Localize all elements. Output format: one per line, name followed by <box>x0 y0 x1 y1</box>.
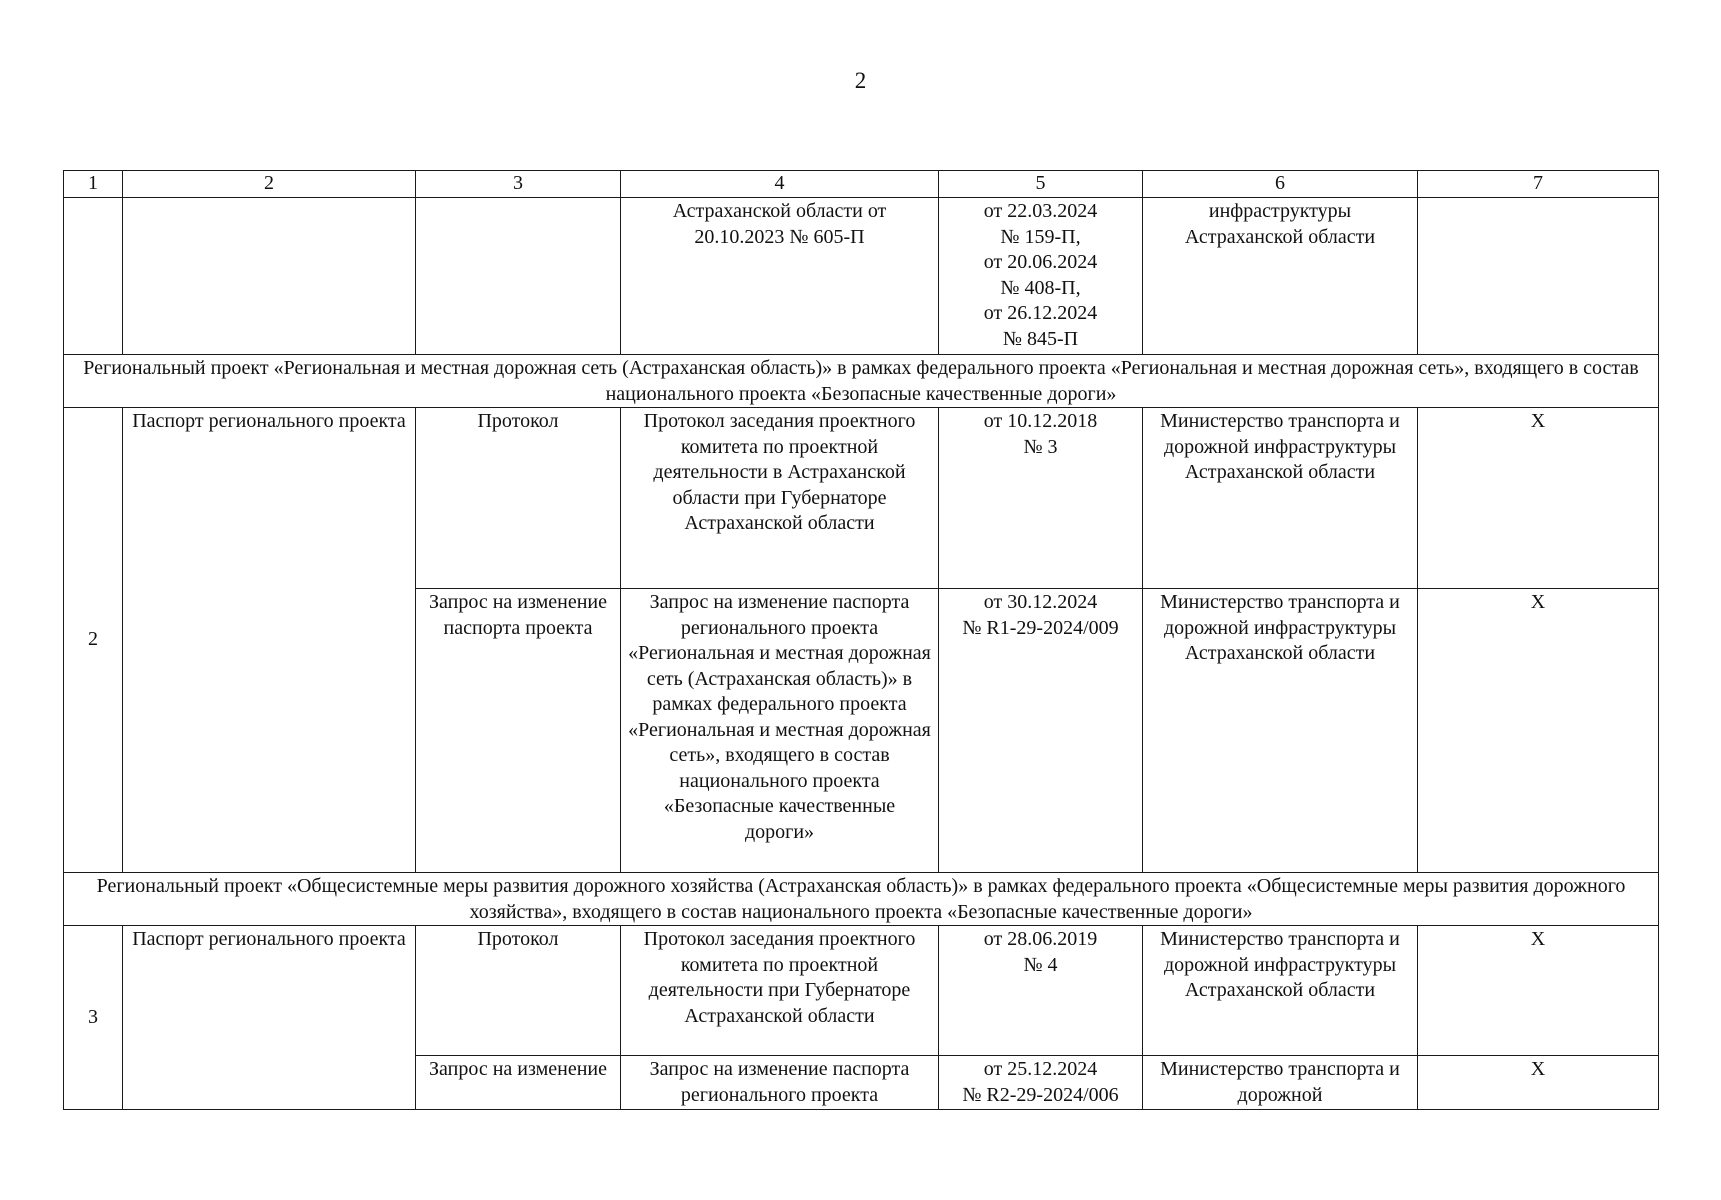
cell-document-name: Протокол заседания проектного комитета по проектной деятельности при Губернаторе Астраханской области <box>621 926 939 1056</box>
cell-document-name: Протокол заседания проектного комитета по проектной деятельности в Астраханской области при Губернаторе Астраханской области <box>621 408 939 589</box>
documents-table <box>63 170 1659 1110</box>
text-line: № R2-29-2024/006 <box>962 1083 1119 1106</box>
cell-date-number <box>939 589 1143 873</box>
row-number: 3 <box>64 926 123 1110</box>
text-line: от 28.06.2019 <box>983 928 1098 950</box>
cell-number <box>64 198 123 355</box>
cell-kind: Протокол <box>416 926 621 1056</box>
cell-kind: Запрос на изменение <box>416 1056 621 1110</box>
text-line: от 22.03.2024 <box>983 200 1098 222</box>
cell-authority: Министерство транспорта и дорожной <box>1143 1056 1418 1110</box>
text-line: № R1-29-2024/009 <box>962 616 1119 639</box>
cell-mark <box>1418 198 1659 355</box>
cell-authority <box>1143 198 1418 355</box>
cell-mark: Х <box>1418 408 1659 589</box>
column-header: 2 <box>123 171 416 198</box>
cell-authority: Министерство транспорта и дорожной инфраструктуры Астраханской области <box>1143 408 1418 589</box>
continuation-row <box>64 198 1659 355</box>
section-row <box>64 355 1659 408</box>
page-number: 2 <box>854 68 867 93</box>
cell-date-number <box>939 198 1143 355</box>
text-line: Астраханской области <box>1184 225 1376 248</box>
cell-document-type: Паспорт регионального проекта <box>123 408 416 873</box>
cell-date-number <box>939 408 1143 589</box>
text-line: от 26.12.2024 <box>983 302 1098 324</box>
text-line: № 408-П, <box>1000 276 1081 299</box>
text-line: от 25.12.2024 <box>983 1058 1098 1080</box>
text-line: № 845-П <box>1002 327 1079 350</box>
cell-mark: Х <box>1418 926 1659 1056</box>
text-line: Астраханской области от <box>672 200 887 222</box>
cell-kind: Запрос на изменение паспорта проекта <box>416 589 621 873</box>
section-row <box>64 873 1659 926</box>
cell-date-number <box>939 926 1143 1056</box>
section-title-regional-road-network: Региональный проект «Региональная и местная дорожная сеть (Астраханская область)» в рамках федерального проекта «Региональная и местная дорожная сеть», входящего в состав национального проекта «Безопасные качественные дороги» <box>64 355 1659 408</box>
cell-authority: Министерство транспорта и дорожной инфраструктуры Астраханской области <box>1143 926 1418 1056</box>
text-line: инфраструктуры <box>1208 200 1352 222</box>
cell-kind: Протокол <box>416 408 621 589</box>
text-line: № 4 <box>1023 953 1058 976</box>
text-line: от 10.12.2018 <box>983 410 1098 432</box>
cell-document-name: Запрос на изменение паспорта регионального проекта <box>621 1056 939 1110</box>
section-title-road-management-measures: Региональный проект «Общесистемные меры развития дорожного хозяйства (Астраханская область)» в рамках федерального проекта «Общесистемные меры развития дорожного хозяйства», входящего в состав национального проекта «Безопасные качественные дороги» <box>64 873 1659 926</box>
column-header: 4 <box>621 171 939 198</box>
cell-kind <box>416 198 621 355</box>
text-line: 20.10.2023 № 605-П <box>694 225 865 248</box>
cell-document-type: Паспорт регионального проекта <box>123 926 416 1110</box>
text-line: от 30.12.2024 <box>983 591 1098 613</box>
column-header: 7 <box>1418 171 1659 198</box>
row-number: 2 <box>64 408 123 873</box>
cell-date-number <box>939 1056 1143 1110</box>
column-header: 5 <box>939 171 1143 198</box>
cell-document-name <box>621 198 939 355</box>
column-header-row <box>64 171 1659 198</box>
cell-authority: Министерство транспорта и дорожной инфраструктуры Астраханской области <box>1143 589 1418 873</box>
cell-document-type <box>123 198 416 355</box>
cell-document-name: Запрос на изменение паспорта регионального проекта «Региональная и местная дорожная сеть (Астраханская область)» в рамках федерального проекта «Региональная и местная дорожная сеть», входящего в состав национального проекта «Безопасные качественные дороги» <box>621 589 939 873</box>
column-header: 3 <box>416 171 621 198</box>
text-line: от 20.06.2024 <box>983 251 1098 273</box>
text-line: № 159-П, <box>1000 225 1081 248</box>
column-header: 1 <box>64 171 123 198</box>
column-header: 6 <box>1143 171 1418 198</box>
table-row <box>64 926 1659 1056</box>
table-row <box>64 408 1659 589</box>
text-line: № 3 <box>1023 435 1058 458</box>
cell-mark: Х <box>1418 589 1659 873</box>
cell-mark: Х <box>1418 1056 1659 1110</box>
